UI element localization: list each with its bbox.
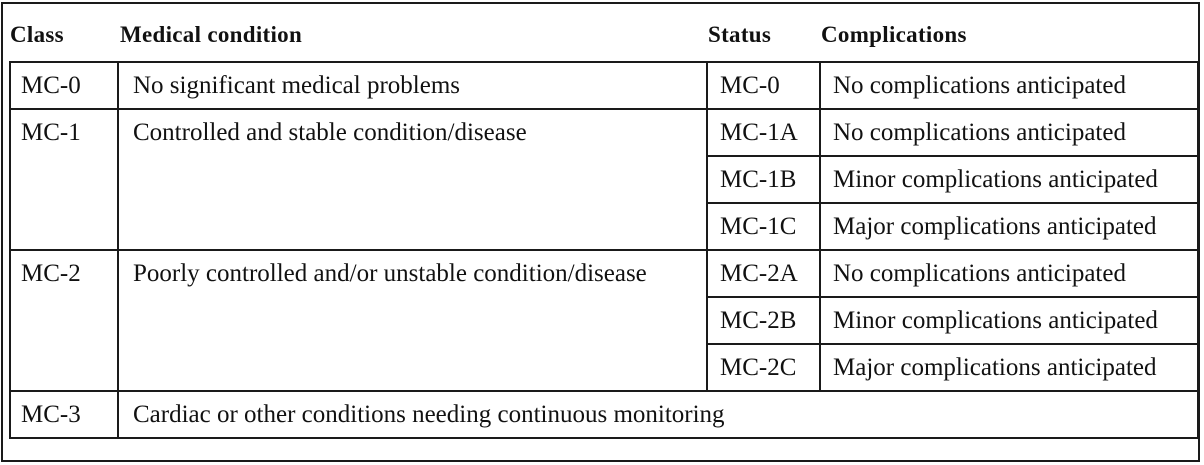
table-row — [10, 109, 1198, 156]
header-complications: Complications — [821, 22, 967, 47]
table-row — [10, 62, 1198, 109]
class-cell: MC-1 — [10, 109, 118, 250]
classification-table — [1, 2, 1200, 462]
complication-cell: No complications anticipated — [820, 62, 1198, 109]
complication-cell: No complications anticipated — [820, 250, 1198, 297]
condition-cell: No significant medical problems — [118, 62, 707, 109]
complication-cell: Major complications anticipated — [820, 203, 1198, 250]
condition-cell: Cardiac or other conditions needing continuous monitoring — [118, 391, 1198, 438]
table-row — [10, 391, 1198, 438]
complication-cell: No complications anticipated — [820, 109, 1198, 156]
status-cell: MC-1B — [707, 156, 820, 203]
condition-cell: Controlled and stable condition/disease — [118, 109, 707, 250]
complication-cell: Minor complications anticipated — [820, 297, 1198, 344]
status-cell: MC-2C — [707, 344, 820, 391]
class-cell: MC-3 — [10, 391, 118, 438]
complication-cell: Minor complications anticipated — [820, 156, 1198, 203]
table-row — [10, 250, 1198, 297]
status-cell: MC-1C — [707, 203, 820, 250]
table-body — [9, 61, 1199, 439]
status-cell: MC-2B — [707, 297, 820, 344]
header-class: Class — [10, 22, 64, 47]
condition-cell: Poorly controlled and/or unstable condition/disease — [118, 250, 707, 391]
complication-cell: Major complications anticipated — [820, 344, 1198, 391]
table-header — [3, 4, 1198, 62]
class-cell: MC-2 — [10, 250, 118, 391]
header-status: Status — [708, 22, 772, 47]
header-medical-condition: Medical condition — [120, 22, 303, 47]
status-cell: MC-2A — [707, 250, 820, 297]
class-cell: MC-0 — [10, 62, 118, 109]
status-cell: MC-0 — [707, 62, 820, 109]
status-cell: MC-1A — [707, 109, 820, 156]
